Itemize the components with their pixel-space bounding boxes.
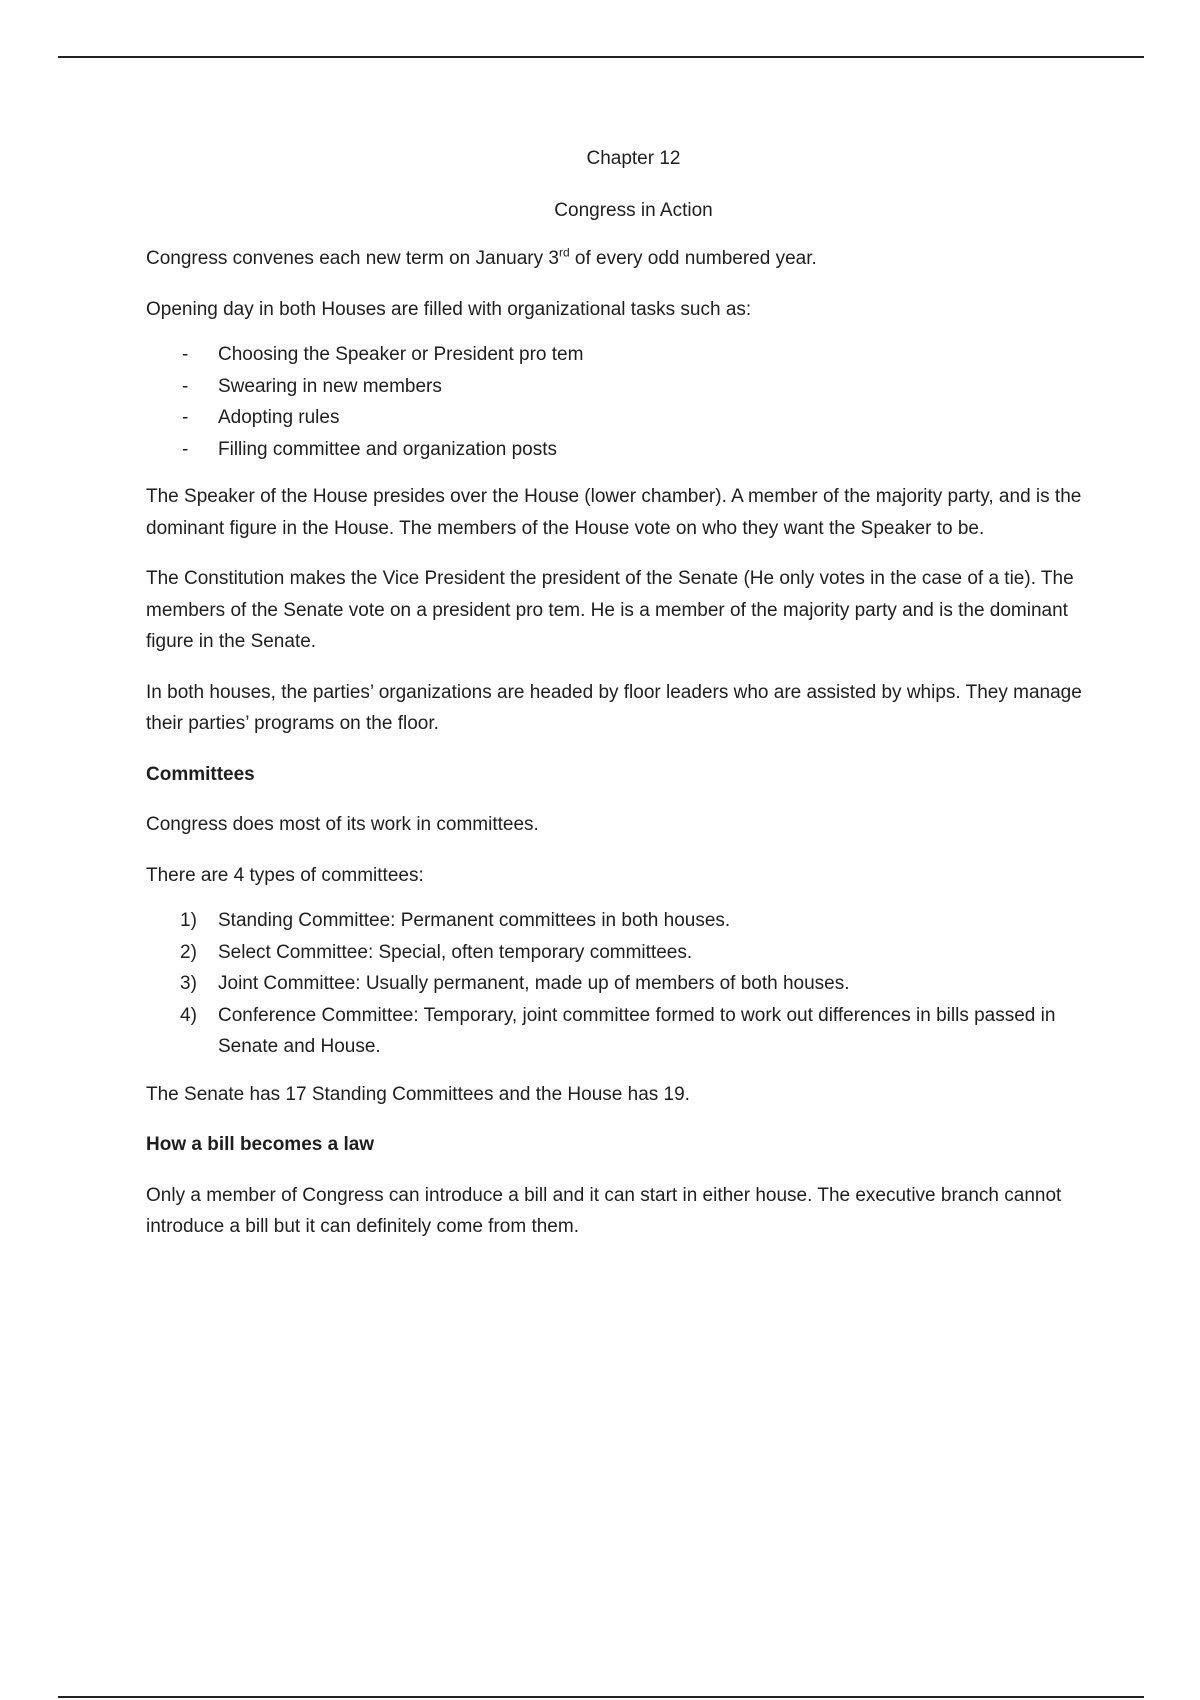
- list-number: 2): [180, 941, 197, 963]
- ordinal-suffix: rd: [558, 245, 570, 260]
- committees-intro: Congress does most of its work in committees.: [146, 814, 539, 835]
- bill-heading: How a bill becomes a law: [146, 1134, 375, 1155]
- dash-marker: -: [182, 375, 189, 397]
- list-item: [146, 905, 1096, 937]
- top-rule: [58, 56, 1144, 58]
- list-number: 3): [180, 973, 197, 994]
- page-title: Congress in Action: [554, 199, 713, 221]
- convenes-text-start: Congress convenes each new term on January 3: [146, 248, 559, 269]
- list-number: 4): [180, 1004, 197, 1026]
- dash-marker: -: [182, 344, 189, 365]
- speaker-paragraph: The Speaker of the House presides over the House (lower chamber). A member of the majority party, and is the dominant figure in the House. The members of the House vote on who they want the Speaker to be.: [146, 486, 1082, 539]
- committee-types-list: [146, 905, 1096, 1063]
- list-item-text: Choosing the Speaker or President pro tem: [218, 344, 584, 365]
- list-item: [146, 371, 1096, 403]
- chapter-label: Chapter 12: [586, 148, 681, 169]
- list-item: [146, 339, 1096, 371]
- list-item-text: Swearing in new members: [218, 375, 442, 397]
- committees-heading: Committees: [146, 763, 255, 785]
- list-item-text: Filling committee and organization posts: [218, 438, 558, 460]
- senate-paragraph: The Constitution makes the Vice President the president of the Senate (He only votes in the case of a tie). The members of the Senate vote on a president pro tem. He is a member of the majority party and is the dominant figure in the Senate.: [146, 568, 1074, 652]
- list-item: [146, 1000, 1096, 1063]
- document-body: [146, 143, 1096, 1262]
- opening-day-paragraph: Opening day in both Houses are filled with organizational tasks such as:: [146, 298, 752, 320]
- dash-marker: -: [182, 407, 189, 428]
- list-item-text: Conference Committee: Temporary, joint committee formed to work out differences in bills passed in Senate and House.: [218, 1004, 1056, 1057]
- dash-marker: -: [182, 438, 189, 460]
- convenes-paragraph: [146, 243, 1096, 275]
- list-item: [146, 402, 1096, 434]
- list-item: [146, 434, 1096, 466]
- standing-count-paragraph: The Senate has 17 Standing Committees and the House has 19.: [146, 1083, 690, 1105]
- list-item-text: Adopting rules: [218, 407, 340, 428]
- bottom-rule: [58, 1696, 1144, 1698]
- tasks-list: [146, 339, 1096, 465]
- list-item-text: Standing Committee: Permanent committees in both houses.: [218, 910, 731, 931]
- bill-paragraph: Only a member of Congress can introduce a bill and it can start in either house. The executive branch cannot introduce a bill but it can definitely come from them.: [146, 1184, 1062, 1237]
- list-item-text: Joint Committee: Usually permanent, made up of members of both houses.: [218, 973, 850, 994]
- convenes-text-end: of every odd numbered year.: [569, 248, 817, 269]
- committee-types-intro: There are 4 types of committees:: [146, 864, 424, 886]
- list-item-text: Select Committee: Special, often temporary committees.: [218, 941, 693, 963]
- list-number: 1): [180, 910, 197, 931]
- parties-paragraph: In both houses, the parties’ organizations are headed by floor leaders who are assisted by whips. They manage their parties’ programs on the floor.: [146, 681, 1082, 734]
- list-item: [146, 968, 1096, 1000]
- list-item: [146, 937, 1096, 969]
